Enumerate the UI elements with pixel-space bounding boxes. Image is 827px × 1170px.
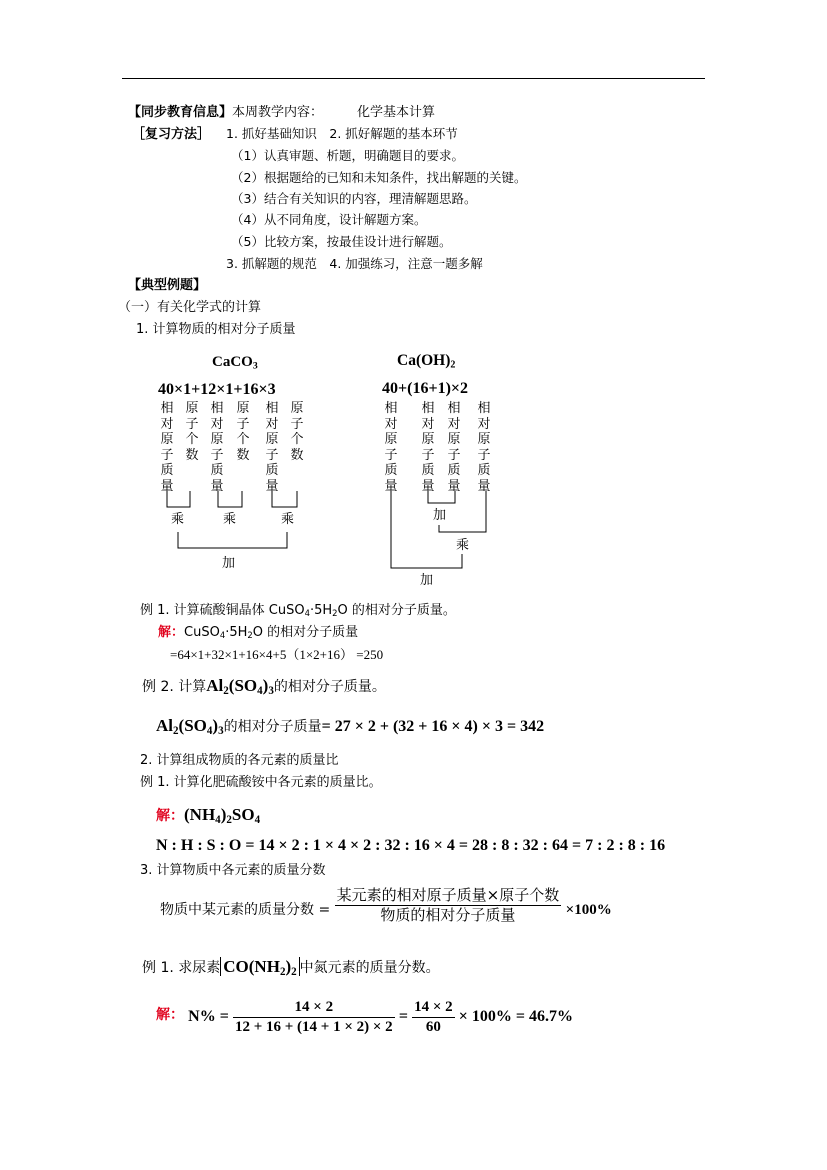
left-col-1: 相对原子质量 xyxy=(160,401,174,494)
ex1-ans-label: 解： xyxy=(158,625,185,640)
left-col-6: 原子个数 xyxy=(290,401,304,463)
right-expression: 40+(16+1)×2 xyxy=(382,380,469,397)
review-line1: 1. 抓好基础知识 2. 抓好解题的基本环节 xyxy=(226,126,458,141)
ex3-calc: N : H : S : O = 14 × 2 : 1 × 4 × 2 : 32 : 16 × 4 = 28 : 8 : 32 : 64 = 7 : 2 : 8 : 16 xyxy=(156,837,666,854)
ex2-solution: $Al_2(SO_4)_3$的相对分子质量= 27 × 2 + (32 + 16 × 4) × 3 = 342 xyxy=(156,716,545,737)
examples-heading: 【典型例题】 xyxy=(128,278,207,293)
left-col-5: 相对原子质量 xyxy=(265,401,279,494)
item-2: 2. 计算组成物质的各元素的质量比 xyxy=(140,753,339,768)
ex4-title: 例 1. 求尿素 $CO(NH_2)_2$ 中氮元素的质量分数。 xyxy=(142,957,440,978)
ex1-calc: =64×1+32×1+16×4+5（1×2+16） =250 xyxy=(170,647,384,662)
right-col-1: 相对原子质量 xyxy=(384,401,398,494)
ex1-answer: 解：$CuSO_4\cdot 5H_2O$ 的相对分子质量 xyxy=(158,625,359,641)
right-col-3: 相对原子质量 xyxy=(447,401,461,494)
left-expression: 40×1+12×1+16×3 xyxy=(158,381,276,398)
left-col-2: 原子个数 xyxy=(185,401,199,463)
left-add: 加 xyxy=(222,556,236,571)
review-step-4: （4）从不同角度，设计解题方案。 xyxy=(231,212,427,227)
right-col-2: 相对原子质量 xyxy=(421,401,435,494)
ex1-title: 例 1. 计算硫酸铜晶体 $CuSO_4\cdot 5H_2O$ 的相对分子质量。 xyxy=(140,603,456,619)
review-step-5: （5）比较方案，按最佳设计进行解题。 xyxy=(231,234,452,249)
right-formula: $Ca(OH)_2$ xyxy=(397,352,456,371)
right-add-outer: 加 xyxy=(420,573,434,588)
review-step-1: （1）认真审题、析题，明确题目的要求。 xyxy=(231,148,464,163)
topic: 化学基本计算 xyxy=(357,105,436,120)
ex2-title: 例 2. 计算$Al_2(SO_4)_3$的相对分子质量。 xyxy=(142,676,386,697)
left-mul-2: 乘 xyxy=(223,512,237,527)
info-text: 本周教学内容： xyxy=(232,105,324,120)
item-1: 1. 计算物质的相对分子质量 xyxy=(136,322,296,337)
left-col-4: 原子个数 xyxy=(236,401,250,463)
section-1: （一）有关化学式的计算 xyxy=(118,300,262,315)
review-step-3: （3）结合有关知识的内容，理清解题思路。 xyxy=(231,191,477,206)
left-formula: CaCO$_3$ xyxy=(212,354,258,372)
review-line2: 3. 抓解题的规范 4. 加强练习，注意一题多解 xyxy=(226,256,483,271)
right-add-inner: 加 xyxy=(433,508,447,523)
info-label: 【同步教育信息】 xyxy=(128,105,233,120)
right-mul: 乘 xyxy=(456,538,470,553)
item-3: 3. 计算物质中各元素的质量分数 xyxy=(140,863,326,878)
ex3-answer: 解：$(NH_4)_2SO_4$ xyxy=(156,805,261,826)
right-col-4: 相对原子质量 xyxy=(477,401,491,494)
left-mul-3: 乘 xyxy=(281,512,295,527)
mass-fraction-formula: 物质中某元素的质量分数 = $\frac{\text{某元素的相对原子质量×原子个数}}{\text{物质的相对分子质量}}$ ×100% xyxy=(160,886,612,924)
left-col-3: 相对原子质量 xyxy=(210,401,224,494)
review-step-2: （2）根据题给的已知和未知条件，找出解题的关键。 xyxy=(231,170,527,185)
review-label: ［复习方法］ xyxy=(132,127,211,142)
ex3-title: 例 1. 计算化肥硫酸铵中各元素的质量比。 xyxy=(140,775,382,790)
left-mul-1: 乘 xyxy=(171,512,185,527)
ex4-solution: 解： N% = $\frac{14 \times 2}{12 + 16 + (14 + 1 \times 2) \times 2}$ = $\frac{14 \times 2}{60}$ × 100% = 46.7% xyxy=(156,999,574,1035)
